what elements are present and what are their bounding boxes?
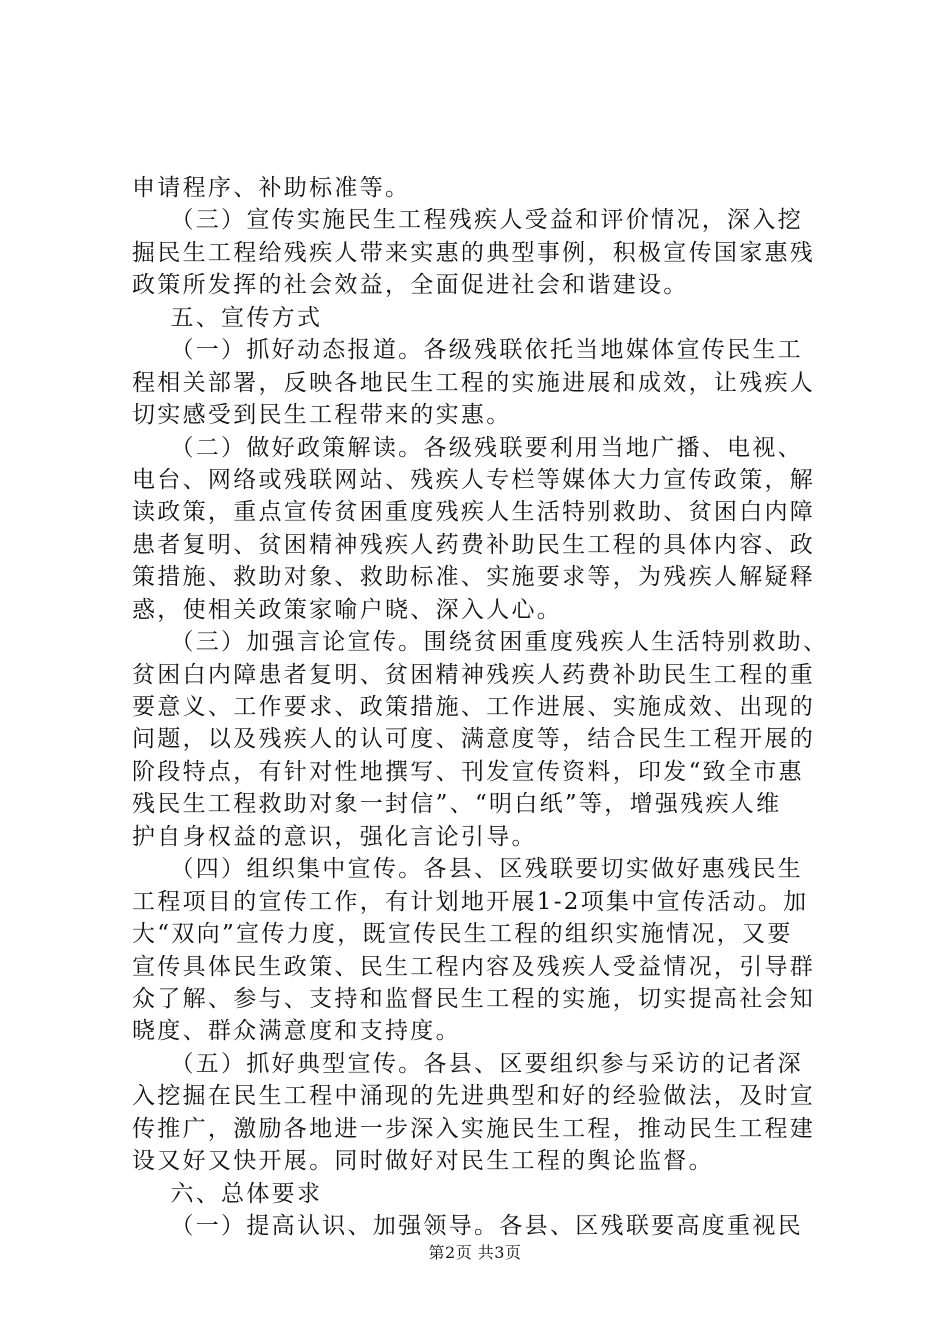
text-line: （二）做好政策解读。各级残联要利用当地广播、电视、 [132, 434, 803, 461]
text-line: 问题，以及残疾人的认可度、满意度等，结合民生工程开展的 [132, 726, 816, 753]
text-line: 要意义、工作要求、政策措施、工作进展、实施成效、出现的 [132, 694, 816, 720]
text-line: （五）抓好典型宣传。各县、区要组织参与采访的记者深 [132, 1050, 803, 1077]
text-line: 策措施、救助对象、救助标准、实施要求等，为残疾人解疑释 [132, 564, 816, 591]
text-line: 大“双向”宣传力度，既宣传民生工程的组织实施情况，又要 [132, 921, 793, 948]
text-line: （一）提高认识、加强领导。各县、区残联要高度重视民 [132, 1213, 803, 1239]
text-line: 众了解、参与、支持和监督民生工程的实施，切实提高社会知 [132, 985, 816, 1012]
text-line: 程相关部署，反映各地民生工程的实施进展和成效，让残疾人 [132, 369, 816, 396]
section-heading: 五、宣传方式 [132, 304, 323, 331]
text-line: 工程项目的宣传工作，有计划地开展1-2项集中宣传活动。加 [132, 888, 809, 915]
text-line: 政策所发挥的社会效益，全面促进社会和谐建设。 [132, 272, 689, 299]
text-line: 电台、网络或残联网站、残疾人专栏等媒体大力宣传政策，解 [132, 466, 816, 493]
text-line: 宣传具体民生政策、民生工程内容及残疾人受益情况，引导群 [132, 953, 816, 980]
section-heading: 六、总体要求 [132, 1180, 323, 1207]
text-line: （四）组织集中宣传。各县、区残联要切实做好惠残民生 [132, 856, 803, 883]
page-footer: 第2页 共3页 [428, 1243, 522, 1262]
text-line: （一）抓好动态报道。各级残联依托当地媒体宣传民生工 [132, 337, 803, 364]
text-line: 阶段特点，有针对性地撰写、刊发宣传资料，印发“致全市惠 [132, 758, 804, 785]
text-line: 残民生工程救助对象一封信”、“明白纸”等，增强残疾人维 [132, 791, 782, 818]
text-line: 护自身权益的意识，强化言论引导。 [132, 823, 537, 850]
text-line: 传推广，激励各地进一步深入实施民生工程，推动民生工程建 [132, 1115, 816, 1142]
text-line: 读政策，重点宣传贫困重度残疾人生活特别救助、贫困白内障 [132, 499, 816, 526]
text-line: 惑，使相关政策家喻户晓、深入人心。 [132, 596, 563, 623]
text-line: 掘民生工程给残疾人带来实惠的典型事例，积极宣传国家惠残 [132, 239, 816, 266]
text-line: 贫困白内障患者复明、贫困精神残疾人药费补助民生工程的重 [132, 661, 816, 688]
text-line: （三）加强言论宣传。围绕贫困重度残疾人生活特别救助、 [132, 629, 829, 656]
text-line: 申请程序、补助标准等。 [132, 175, 411, 201]
text-line: 晓度、群众满意度和支持度。 [132, 1018, 461, 1045]
text-line: 患者复明、贫困精神残疾人药费补助民生工程的具体内容、政 [132, 531, 816, 558]
text-line: 切实感受到民生工程带来的实惠。 [132, 402, 512, 429]
text-line: 入挖掘在民生工程中涌现的先进典型和好的经验做法，及时宣 [132, 1083, 816, 1110]
text-line: （三）宣传实施民生工程残疾人受益和评价情况，深入挖 [132, 207, 803, 234]
text-line: 设又好又快开展。同时做好对民生工程的舆论监督。 [132, 1148, 714, 1175]
document-body [132, 172, 832, 1242]
